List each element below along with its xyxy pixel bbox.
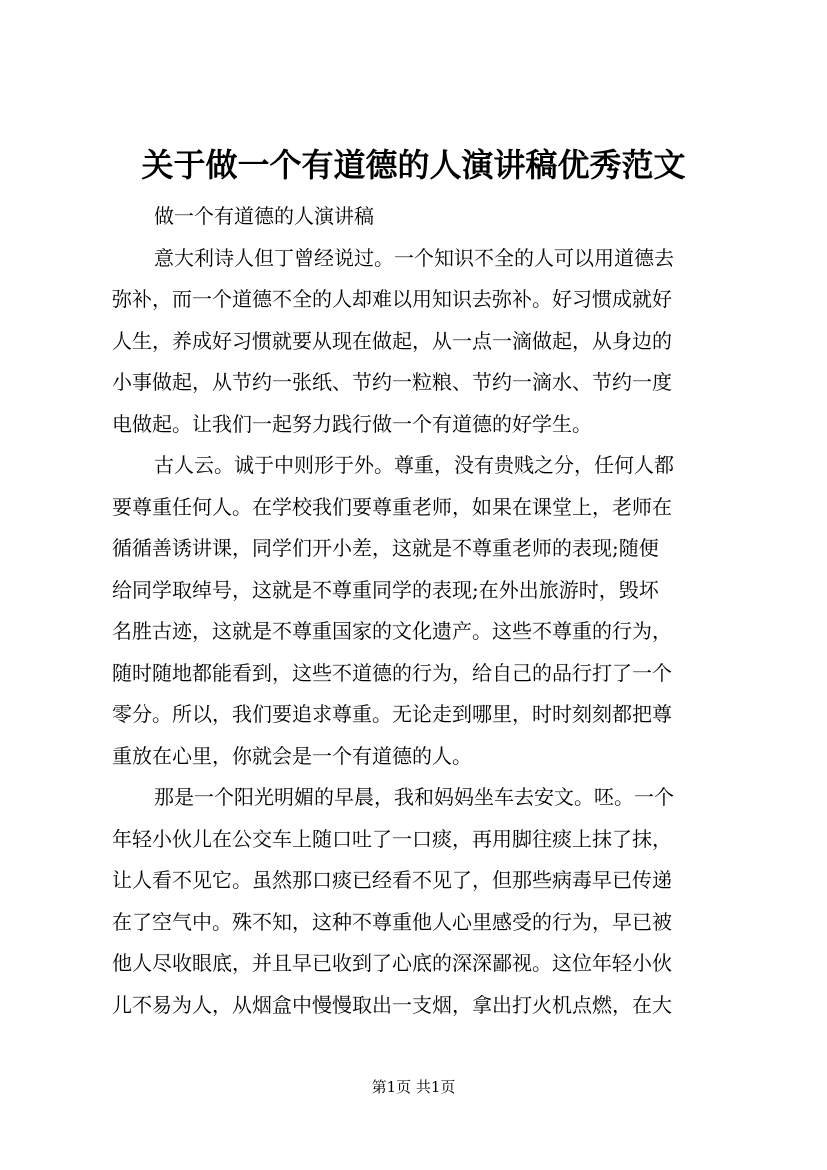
paragraph-line: 让人看不见它。虽然那口痰已经看不见了，但那些病毒早已传递 [112, 868, 672, 892]
document-title: 关于做一个有道德的人演讲稿优秀范文 [141, 146, 686, 184]
paragraph-line: 古人云。诚于中则形于外。尊重，没有贵贱之分，任何人都 [154, 453, 674, 477]
paragraph-line: 人生，养成好习惯就要从现在做起，从一点一滴做起，从身边的 [112, 328, 672, 353]
paragraph [112, 238, 734, 446]
paragraph-line: 小事做起，从节约一张纸、节约一粒粮、节约一滴水、节约一度 [112, 370, 672, 394]
paragraph-line: 零分。所以，我们要追求尊重。无论走到哪里，时时刻刻都把尊 [112, 702, 672, 726]
paragraph-line: 随时随地都能看到，这些不道德的行为，给自己的品行打了一个 [112, 660, 672, 685]
paragraph-line: 要尊重任何人。在学校我们要尊重老师，如果在课堂上，老师在 [112, 494, 672, 519]
page-footer: 第1页 共1页 [371, 1078, 456, 1096]
document-body [112, 196, 734, 1026]
paragraph [112, 777, 734, 1026]
paragraph-line: 在了空气中。殊不知，这种不尊重他人心里感受的行为，早已被 [112, 909, 672, 934]
paragraph-line: 意大利诗人但丁曾经说过。一个知识不全的人可以用道德去 [154, 245, 674, 270]
paragraph-line: 名胜古迹，这就是不尊重国家的文化遗产。这些不尊重的行为， [112, 619, 672, 643]
paragraph-line: 电做起。让我们一起努力践行做一个有道德的好学生。 [112, 411, 592, 436]
paragraph-line: 那是一个阳光明媚的早晨，我和妈妈坐车去安文。呸。一个 [154, 785, 674, 809]
paragraph-line: 给同学取绰号，这就是不尊重同学的表现;在外出旅游时，毁坏 [112, 577, 659, 602]
subtitle: 做一个有道德的人演讲稿 [154, 204, 374, 228]
paragraph-line: 年轻小伙儿在公交车上随口吐了一口痰，再用脚往痰上抹了抹， [112, 826, 672, 851]
paragraph-line: 他人尽收眼底，并且早已收到了心底的深深鄙视。这位年轻小伙 [112, 951, 672, 975]
paragraph [112, 445, 734, 777]
paragraph-line: 弥补，而一个道德不全的人却难以用知识去弥补。好习惯成就好 [112, 287, 672, 311]
paragraph-line: 循循善诱讲课，同学们开小差，这就是不尊重老师的表现;随便 [112, 536, 659, 560]
paragraph-line: 儿不易为人，从烟盒中慢慢取出一支烟，拿出打火机点燃，在大 [112, 992, 672, 1017]
paragraph-line: 重放在心里，你就会是一个有道德的人。 [112, 743, 472, 768]
